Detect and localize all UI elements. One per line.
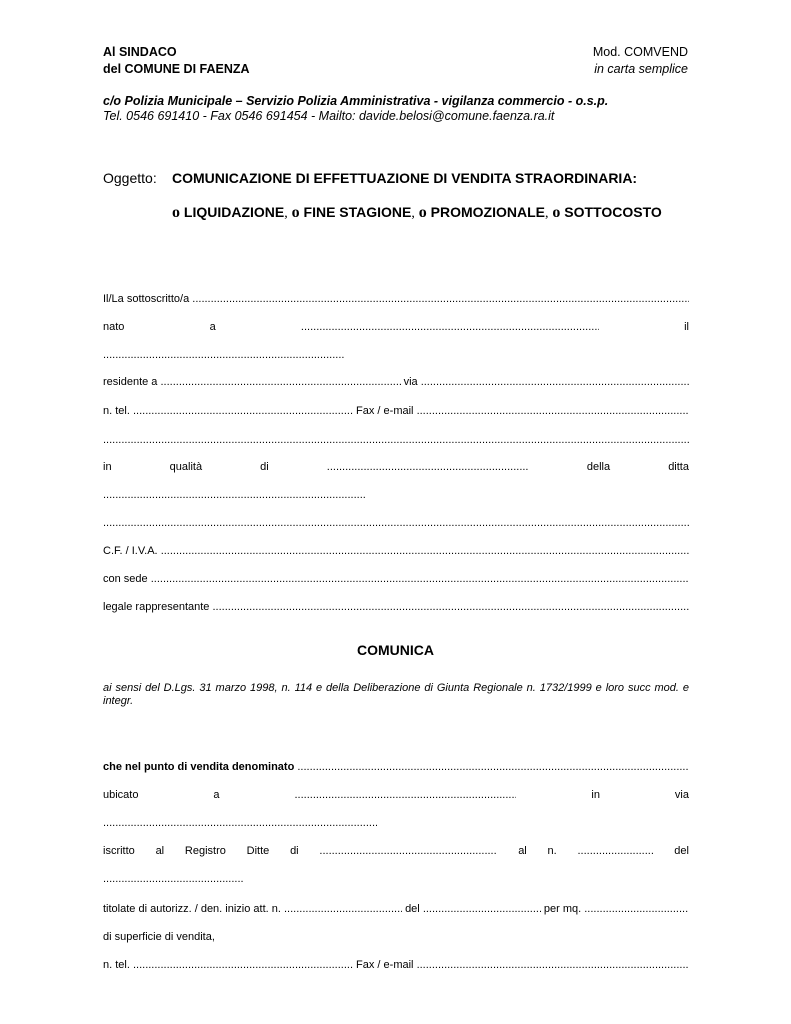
registry-of-label: di: [290, 845, 299, 857]
cf-iva-field[interactable]: [161, 544, 689, 558]
addressee-line1: Al SINDACO: [103, 45, 177, 59]
phone-row: [103, 404, 689, 418]
located-label: ubicato: [103, 789, 139, 801]
born-label: nato: [103, 321, 125, 333]
at-the-label: al: [155, 845, 165, 857]
cf-iva-label: C.F. / I.V.A.: [103, 545, 158, 557]
undersigned-row: [103, 292, 689, 306]
checkbox-sottocosto[interactable]: o: [552, 204, 561, 221]
quality-label: qualità: [169, 461, 203, 473]
street-field[interactable]: [421, 375, 689, 389]
birthdate-row: [103, 348, 689, 366]
birthdate-field[interactable]: [103, 348, 345, 362]
registry-al-label: al: [518, 845, 527, 857]
subject-label: Oggetto:: [103, 170, 157, 186]
store-named-label: che nel punto di vendita denominato: [103, 761, 295, 773]
seat-label: con sede: [103, 573, 148, 585]
sqm-field[interactable]: [584, 902, 689, 916]
store-phone-row: [103, 958, 689, 972]
fax-email-label: Fax / e-mail: [356, 405, 414, 417]
undersigned-label: Il/La sottoscritto/a: [103, 293, 190, 305]
option-promozionale: PROMOZIONALE: [430, 204, 545, 220]
legal-basis: ai sensi del D.Lgs. 31 marzo 1998, n. 114 e della Deliberazione di Giunta Regionale n. 1732/1999 e loro succ mod. e integr.: [103, 682, 689, 707]
firms-label: Ditte: [246, 845, 270, 857]
store-town-field[interactable]: [294, 788, 516, 802]
in-label: in: [103, 461, 112, 473]
birth-row: [103, 320, 689, 334]
authorization-del-label: del: [405, 903, 420, 915]
model-code: Mod. COMVEND: [592, 45, 688, 59]
office-line: c/o Polizia Municipale – Servizio Polizia Amministrativa - vigilanza commercio - o.s.p.: [103, 94, 609, 108]
communicates-heading: COMUNICA: [357, 642, 434, 658]
quality-row: [103, 460, 689, 474]
located-at-label: a: [213, 789, 220, 801]
born-at-label: a: [209, 321, 216, 333]
legal-rep-field[interactable]: [212, 600, 689, 614]
sale-type-options: [172, 204, 662, 222]
store-via-label: via: [674, 789, 689, 801]
company-label: della: [586, 461, 611, 473]
residence-row: [103, 375, 689, 389]
registry-del-label: del: [674, 845, 689, 857]
paper-note: in carta semplice: [594, 62, 688, 76]
option-liquidazione: LIQUIDAZIONE: [183, 204, 285, 220]
surface-label: di superficie di vendita,: [103, 931, 215, 943]
store-location-row: [103, 788, 689, 802]
option-fine-stagione: FINE STAGIONE: [303, 204, 412, 220]
option-sottocosto: SOTTOCOSTO: [564, 204, 662, 220]
option-separator: ,: [284, 206, 288, 221]
tel-label: n. tel.: [103, 405, 130, 417]
option-separator: ,: [545, 206, 549, 221]
born-on-label: il: [684, 321, 689, 333]
of-label: di: [260, 461, 269, 473]
addressee-line2: del COMUNE DI FAENZA: [103, 62, 250, 76]
registry-row: [103, 844, 689, 858]
subject-title: COMUNICAZIONE DI EFFETTUAZIONE DI VENDITA STRAORDINARIA:: [172, 170, 638, 186]
authorization-row: [103, 902, 689, 916]
registry-date-row: [103, 872, 689, 890]
firm-name-row: [103, 488, 689, 506]
legal-rep-row: [103, 600, 689, 614]
registry-number-field[interactable]: [578, 844, 654, 858]
store-fax-email-label: Fax / e-mail: [356, 959, 414, 971]
quality-field[interactable]: [327, 460, 529, 474]
option-separator: ,: [411, 206, 415, 221]
extra-field-1[interactable]: [103, 433, 689, 447]
registry-label: Registro: [184, 845, 226, 857]
per-sqm-label: per mq.: [543, 903, 582, 915]
authorization-date-field[interactable]: [423, 902, 541, 916]
undersigned-field[interactable]: [192, 292, 689, 306]
store-tel-label: n. tel.: [103, 959, 130, 971]
store-street-field[interactable]: [103, 816, 377, 830]
extra-field-2[interactable]: [103, 516, 689, 530]
firm-name-field[interactable]: [103, 488, 365, 502]
resident-label: residente a: [103, 376, 158, 388]
surface-row: [103, 930, 689, 944]
fax-email-field[interactable]: [417, 404, 689, 418]
residence-field[interactable]: [161, 375, 401, 389]
legal-rep-label: legale rappresentante: [103, 601, 210, 613]
birthplace-field[interactable]: [301, 320, 599, 334]
via-label: via: [403, 376, 418, 388]
store-name-field[interactable]: [297, 760, 689, 774]
extra-row-1: [103, 433, 689, 447]
authorization-number-field[interactable]: [284, 902, 402, 916]
store-fax-email-field[interactable]: [417, 958, 689, 972]
registry-date-field[interactable]: [103, 872, 243, 886]
extra-row-2: [103, 516, 689, 530]
holder-label: titolate di autorizz. / den. inizio att. n.: [103, 903, 281, 915]
registry-n-label: n.: [547, 845, 557, 857]
firm-label: ditta: [668, 461, 689, 473]
tel-field[interactable]: [133, 404, 353, 418]
store-name-row: [103, 760, 689, 774]
store-tel-field[interactable]: [133, 958, 353, 972]
seat-field[interactable]: [151, 572, 689, 586]
checkbox-fine-stagione[interactable]: o: [291, 204, 300, 221]
contacts-line: Tel. 0546 691410 - Fax 0546 691454 - Mailto: davide.belosi@comune.faenza.ra.it: [103, 109, 555, 123]
registry-field[interactable]: [319, 844, 497, 858]
checkbox-liquidazione[interactable]: o: [172, 204, 180, 221]
registered-label: iscritto: [103, 845, 135, 857]
store-street-row: [103, 816, 689, 834]
located-in-label: in: [591, 789, 600, 801]
checkbox-promozionale[interactable]: o: [418, 204, 427, 221]
seat-row: [103, 572, 689, 586]
cf-iva-row: [103, 544, 689, 558]
